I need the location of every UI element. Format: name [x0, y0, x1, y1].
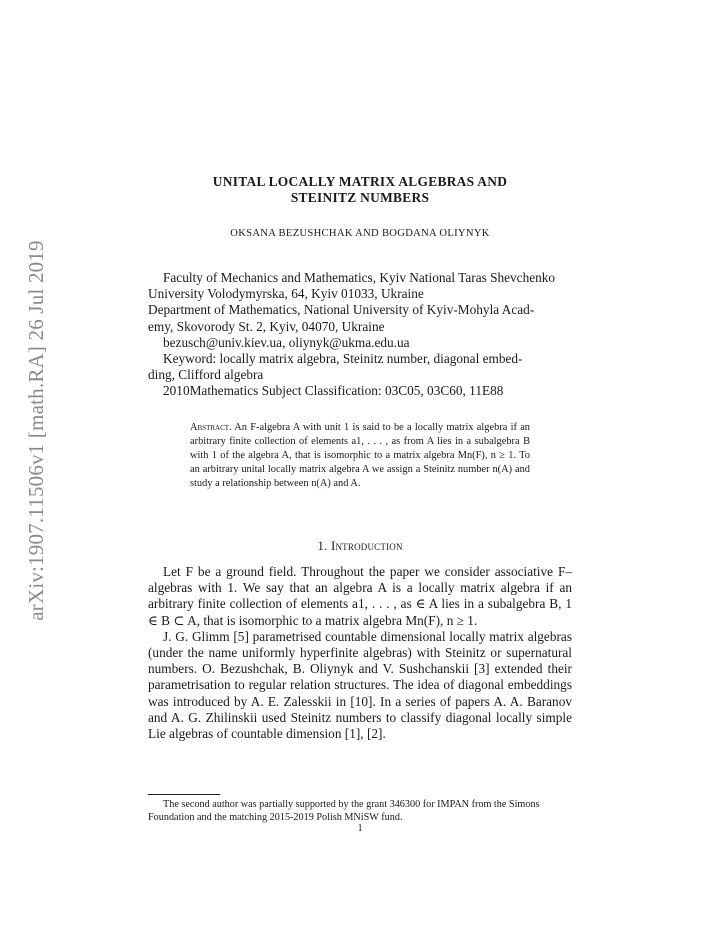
page-number: 1	[357, 823, 363, 834]
abstract-text: An F-algebra A with unit 1 is said to be a locally matrix algebra if an arbitrary finite collection of elements a1, . . . , as from A lies in a subalgebra B with 1 of the algebra A, that is isomorphic to a matrix algebra Mn(F), n ≥ 1. To an arbitrary unital locally matrix algebra A we assign a Steinitz number n(A) and study a relationship between n(A) and A.	[190, 422, 530, 489]
title-line-1: UNITAL LOCALLY MATRIX ALGEBRAS AND	[212, 174, 508, 189]
arxiv-stamp	[14, 215, 58, 645]
paragraph-2: J. G. Glimm [5] parametrised countable dimensional locally matrix algebras (under the name uniformly hyperfinite algebras) with Steinitz or supernatural numbers. O. Bezushchak, B. Oliynyk and V. Sushchanskii [3] extended their parametrisation to regular relation structures. The idea of diagonal embeddings was introduced by A. E. Zalesskii in [10]. In a series of papers A. A. Baranov and A. G. Zhilinskii used Steinitz numbers to classify diagonal locally simple Lie algebras of countable dimension [1], [2].	[148, 628, 572, 742]
arxiv-identifier: arXiv:1907.11506v1 [math.RA] 26 Jul 2019	[23, 239, 48, 621]
affiliations-block	[148, 270, 572, 400]
paper-title	[148, 174, 572, 206]
keywords-line-2: ding, Clifford algebra	[148, 367, 264, 383]
msc-classification: 2010Mathematics Subject Classification: 03C05, 03C60, 11E88	[163, 383, 504, 399]
author-list: OKSANA BEZUSHCHAK AND BOGDANA OLIYNYK	[230, 228, 490, 239]
email-addresses: bezusch@univ.kiev.ua, oliynyk@ukma.edu.ua	[163, 334, 410, 350]
section-title: Introduction	[330, 538, 403, 553]
title-line-2: STEINITZ NUMBERS	[290, 190, 430, 205]
introduction-body	[148, 564, 572, 742]
section-heading	[148, 538, 572, 554]
abstract	[190, 421, 530, 491]
keywords-line-1: Keyword: locally matrix algebra, Steinitz number, diagonal embed-	[163, 351, 523, 367]
abstract-label: Abstract.	[190, 422, 232, 433]
footnote-text: The second author was partially supported by the grant 346300 for IMPAN from the Simons Foundation and the matching 2015-2019 Polish MNiSW fund.	[148, 799, 540, 823]
affiliation-2-line-2: emy, Skovorody St. 2, Kyiv, 04070, Ukraine	[148, 318, 385, 334]
affiliation-2-line-1: Department of Mathematics, National University of Kyiv-Mohyla Acad-	[148, 302, 535, 318]
affiliation-1-line-2: University Volodymyrska, 64, Kyiv 01033, Ukraine	[148, 286, 424, 302]
section-number: 1.	[317, 538, 328, 553]
affiliation-1-line-1: Faculty of Mechanics and Mathematics, Kyiv National Taras Shevchenko	[163, 270, 556, 285]
paragraph-1: Let F be a ground field. Throughout the paper we consider associative F–algebras with 1. We say that an algebra A is a locally matrix algebra if an arbitrary finite collection of elements a1, . . . , as ∈ A lies in a subalgebra B, 1 ∈ B ⊂ A, that is isomorphic to a matrix algebra Mn(F), n ≥ 1.	[148, 564, 572, 628]
footnote	[148, 798, 572, 824]
footnote-rule	[148, 794, 220, 795]
